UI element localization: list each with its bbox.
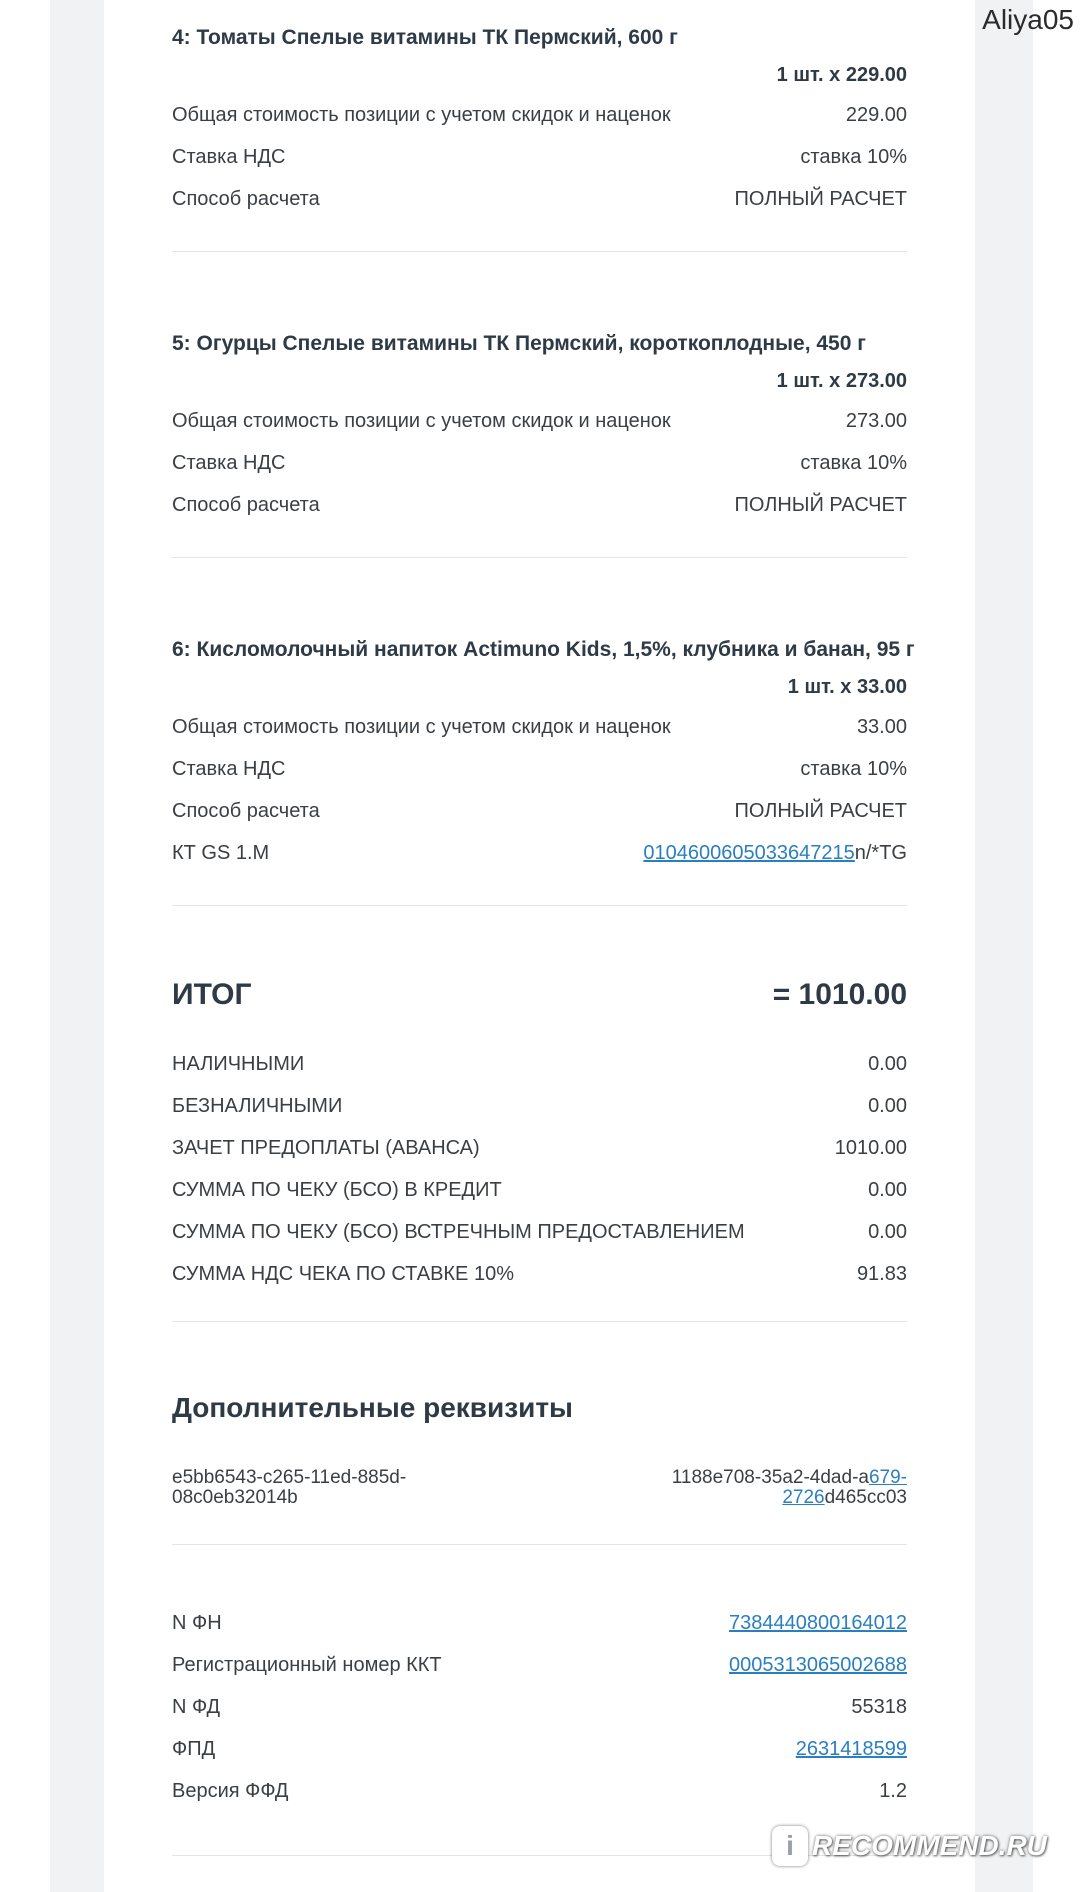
row-label: Общая стоимость позиции с учетом скидок и наценок bbox=[172, 103, 671, 126]
page-margin-right bbox=[975, 0, 1033, 1892]
requisite-right-line bbox=[647, 1468, 907, 1488]
item-row-vat-rate bbox=[172, 748, 907, 790]
item-row-payment-method bbox=[172, 790, 907, 832]
row-label: Общая стоимость позиции с учетом скидок и наценок bbox=[172, 715, 671, 738]
row-value: 55318 bbox=[851, 1695, 907, 1718]
row-label: Способ расчета bbox=[172, 187, 320, 210]
row-value: ставка 10% bbox=[800, 145, 907, 168]
row-value: 1.2 bbox=[879, 1779, 907, 1802]
receipt-item-4 bbox=[172, 20, 907, 220]
requisite-right-line bbox=[647, 1488, 907, 1508]
payment-row bbox=[172, 1085, 907, 1127]
receipt-total-section bbox=[172, 965, 907, 1025]
item-row-total-cost bbox=[172, 400, 907, 442]
requisite-link[interactable]: 2726 bbox=[782, 1487, 825, 1508]
fiscal-data-list bbox=[172, 1602, 907, 1812]
total-row bbox=[172, 965, 907, 1025]
row-label: Общая стоимость позиции с учетом скидок и наценок bbox=[172, 409, 671, 432]
row-label: Регистрационный номер ККТ bbox=[172, 1653, 442, 1676]
payment-row bbox=[172, 1253, 907, 1295]
row-label: СУММА ПО ЧЕКУ (БСО) ВСТРЕЧНЫМ ПРЕДОСТАВЛЕНИЕМ bbox=[172, 1220, 745, 1243]
row-label: Версия ФФД bbox=[172, 1779, 289, 1802]
receipt-item-6 bbox=[172, 632, 915, 874]
requisite-text: d465cc03 bbox=[824, 1487, 907, 1508]
item-row-payment-method bbox=[172, 484, 907, 526]
row-label: СУММА ПО ЧЕКУ (БСО) В КРЕДИТ bbox=[172, 1178, 502, 1201]
receipt-item-5 bbox=[172, 326, 907, 526]
row-value: ПОЛНЫЙ РАСЧЕТ bbox=[734, 799, 907, 822]
row-label: ФПД bbox=[172, 1737, 216, 1760]
row-label: Ставка НДС bbox=[172, 757, 286, 780]
row-value: 273.00 bbox=[845, 409, 907, 432]
fiscal-fpd-link[interactable]: 2631418599 bbox=[795, 1737, 907, 1760]
requisite-left-line: e5bb6543-c265-11ed-885d- bbox=[172, 1467, 407, 1488]
row-value: 0.00 bbox=[868, 1052, 907, 1075]
fiscal-row-ffd-version bbox=[172, 1770, 907, 1812]
total-value: = 1010.00 bbox=[772, 978, 907, 1011]
row-value: 91.83 bbox=[856, 1262, 907, 1285]
item-row-payment-method bbox=[172, 178, 907, 220]
payment-row bbox=[172, 1211, 907, 1253]
fiscal-row-fn bbox=[172, 1602, 907, 1644]
row-value: ставка 10% bbox=[800, 757, 907, 780]
row-value bbox=[643, 842, 907, 865]
row-value: 1010.00 bbox=[834, 1136, 907, 1159]
total-label: ИТОГ bbox=[172, 978, 252, 1011]
item-row-vat-rate bbox=[172, 136, 907, 178]
divider bbox=[172, 1321, 907, 1322]
row-label: Ставка НДС bbox=[172, 451, 286, 474]
page-margin-left bbox=[50, 0, 104, 1892]
item-row-vat-rate bbox=[172, 442, 907, 484]
divider bbox=[172, 905, 907, 906]
receipt-card bbox=[104, 0, 975, 1892]
row-label: Способ расчета bbox=[172, 799, 320, 822]
divider bbox=[172, 1544, 907, 1545]
row-value: 0.00 bbox=[868, 1178, 907, 1201]
row-label: КТ GS 1.М bbox=[172, 841, 270, 864]
row-label: БЕЗНАЛИЧНЫМИ bbox=[172, 1094, 343, 1117]
row-label: НАЛИЧНЫМИ bbox=[172, 1052, 305, 1075]
requisite-link[interactable]: 679- bbox=[868, 1467, 907, 1488]
item-title: 5: Огурцы Спелые витамины ТК Пермский, короткоплодные, 450 г bbox=[172, 332, 866, 355]
requisites-section bbox=[172, 1383, 907, 1433]
requisites-row bbox=[172, 1468, 907, 1508]
row-value: 229.00 bbox=[845, 103, 907, 126]
divider bbox=[172, 557, 907, 558]
requisites-values bbox=[172, 1468, 907, 1508]
row-label: N ФД bbox=[172, 1695, 221, 1718]
requisite-right-value bbox=[647, 1468, 907, 1508]
fiscal-fn-link[interactable]: 7384440800164012 bbox=[729, 1611, 907, 1634]
item-row-total-cost bbox=[172, 706, 907, 748]
site-watermark bbox=[772, 1826, 1047, 1866]
divider bbox=[172, 251, 907, 252]
requisite-left-line: 08c0eb32014b bbox=[172, 1487, 298, 1508]
author-watermark: Aliya05 bbox=[982, 4, 1074, 35]
payment-row bbox=[172, 1169, 907, 1211]
fiscal-row-fd bbox=[172, 1686, 907, 1728]
item-title: 6: Кисломолочный напиток Actimuno Kids, 1,5%, клубника и банан, 95 г bbox=[172, 638, 915, 661]
row-value: 33.00 bbox=[856, 715, 907, 738]
fiscal-row-kkt-reg bbox=[172, 1644, 907, 1686]
requisite-text: 1188e708-35a2-4dad-a bbox=[671, 1467, 869, 1488]
row-label: N ФН bbox=[172, 1611, 222, 1634]
item-quantity-price: 1 шт. х 273.00 bbox=[776, 370, 907, 392]
row-label: Способ расчета bbox=[172, 493, 320, 516]
row-label: ЗАЧЕТ ПРЕДОПЛАТЫ (АВАНСА) bbox=[172, 1136, 480, 1159]
product-code-link[interactable]: 0104600605033647215 bbox=[643, 841, 855, 864]
payments-list bbox=[172, 1043, 907, 1295]
payment-row bbox=[172, 1043, 907, 1085]
row-value: 0.00 bbox=[868, 1094, 907, 1117]
item-row-product-code bbox=[172, 832, 907, 874]
row-label: СУММА НДС ЧЕКА ПО СТАВКЕ 10% bbox=[172, 1262, 514, 1285]
row-value: ПОЛНЫЙ РАСЧЕТ bbox=[734, 493, 907, 516]
row-label: Ставка НДС bbox=[172, 145, 286, 168]
row-value: ПОЛНЫЙ РАСЧЕТ bbox=[734, 187, 907, 210]
fiscal-row-fpd bbox=[172, 1728, 907, 1770]
irecommend-logo-icon: i bbox=[772, 1826, 808, 1866]
site-watermark-text: RECOMMEND.RU bbox=[812, 1830, 1047, 1861]
fiscal-kkt-reg-link[interactable]: 0005313065002688 bbox=[729, 1653, 907, 1676]
product-code-suffix: n/*TG bbox=[854, 841, 907, 864]
row-value: 0.00 bbox=[868, 1220, 907, 1243]
requisites-heading: Дополнительные реквизиты bbox=[172, 1392, 573, 1423]
row-value: ставка 10% bbox=[800, 451, 907, 474]
requisite-left-value bbox=[172, 1468, 442, 1508]
item-title: 4: Томаты Спелые витамины ТК Пермский, 600 г bbox=[172, 26, 678, 49]
item-row-total-cost bbox=[172, 94, 907, 136]
item-quantity-price: 1 шт. х 33.00 bbox=[787, 676, 907, 698]
payment-row bbox=[172, 1127, 907, 1169]
item-quantity-price: 1 шт. х 229.00 bbox=[776, 64, 907, 86]
